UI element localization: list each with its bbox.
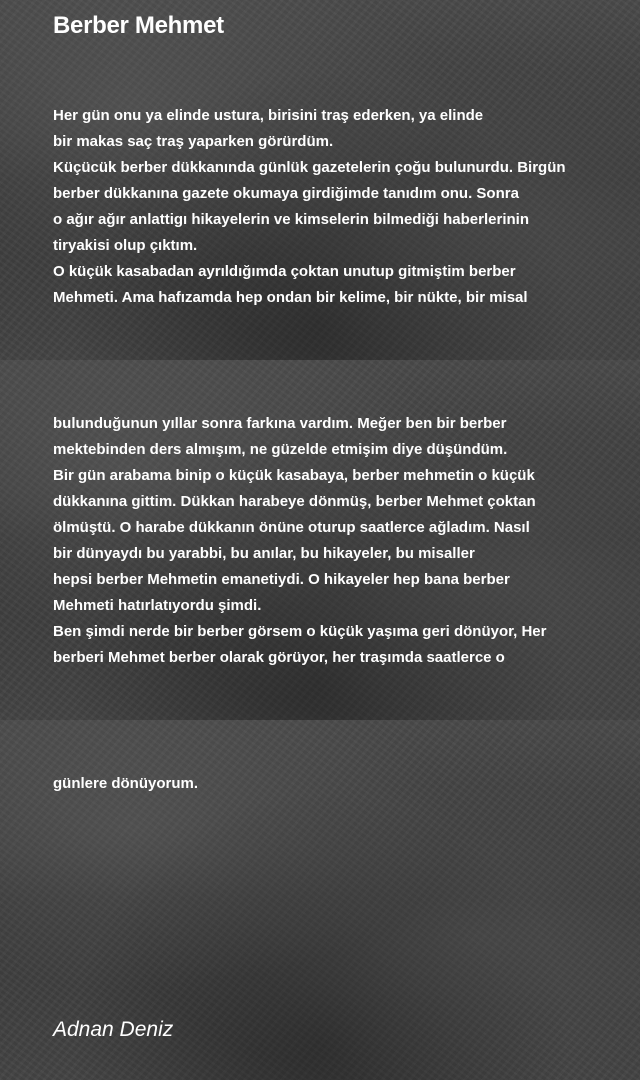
poem-line: günlere dönüyorum. [53,775,199,792]
poem-line: bulunduğunun yıllar sonra farkına vardım. Meğer ben bir berber [53,415,507,432]
poem-panel-2 [0,360,640,720]
poem-panel-3 [0,720,640,1080]
poem-line: hepsi berber Mehmetin emanetiydi. O hikayeler hep bana berber [53,571,510,588]
poem-stanza-3 [53,771,633,797]
poem-stanza-1 [53,103,633,311]
poem-line: dükkanına gittim. Dükkan harabeye dönmüş, berber Mehmet çoktan [53,493,536,510]
poem-line: Küçücük berber dükkanında günlük gazetelerin çoğu bulunurdu. Birgün [53,159,566,176]
poem-line: Mehmeti hatırlatıyordu şimdi. [53,597,262,614]
poem-line: o ağır ağır anlattigı hikayelerin ve kimselerin bilmediği haberlerinin [53,211,529,228]
poem-line: mektebinden ders almışım, ne güzelde etmişim diye düşündüm. [53,441,508,458]
poem-line: Ben şimdi nerde bir berber görsem o küçük yaşıma geri dönüyor, Her [53,623,547,640]
poem-line: tiryakisi olup çıktım. [53,237,198,254]
poem-line: ölmüştü. O harabe dükkanın önüne oturup saatlerce ağladım. Nasıl [53,519,530,536]
poem-line: O küçük kasabadan ayrıldığımda çoktan unutup gitmiştim berber [53,263,516,280]
poem-line: Mehmeti. Ama hafızamda hep ondan bir kelime, bir nükte, bir misal [53,289,528,306]
poem-line: bir dünyaydı bu yarabbi, bu anılar, bu hikayeler, bu misaller [53,545,475,562]
poem-line: bir makas saç traş yaparken görürdüm. [53,133,334,150]
poem-stanza-2 [53,411,633,671]
poem-title: Berber Mehmet [53,12,224,39]
poem-author: Adnan Deniz [53,1018,174,1041]
poem-line: berber dükkanına gazete okumaya girdiğimde tanıdım onu. Sonra [53,185,519,202]
poem-line: berberi Mehmet berber olarak görüyor, her traşımda saatlerce o [53,649,505,666]
poem-panel-1 [0,0,640,360]
poem-line: Bir gün arabama binip o küçük kasabaya, berber mehmetin o küçük [53,467,535,484]
poem-line: Her gün onu ya elinde ustura, birisini traş ederken, ya elinde [53,107,484,124]
